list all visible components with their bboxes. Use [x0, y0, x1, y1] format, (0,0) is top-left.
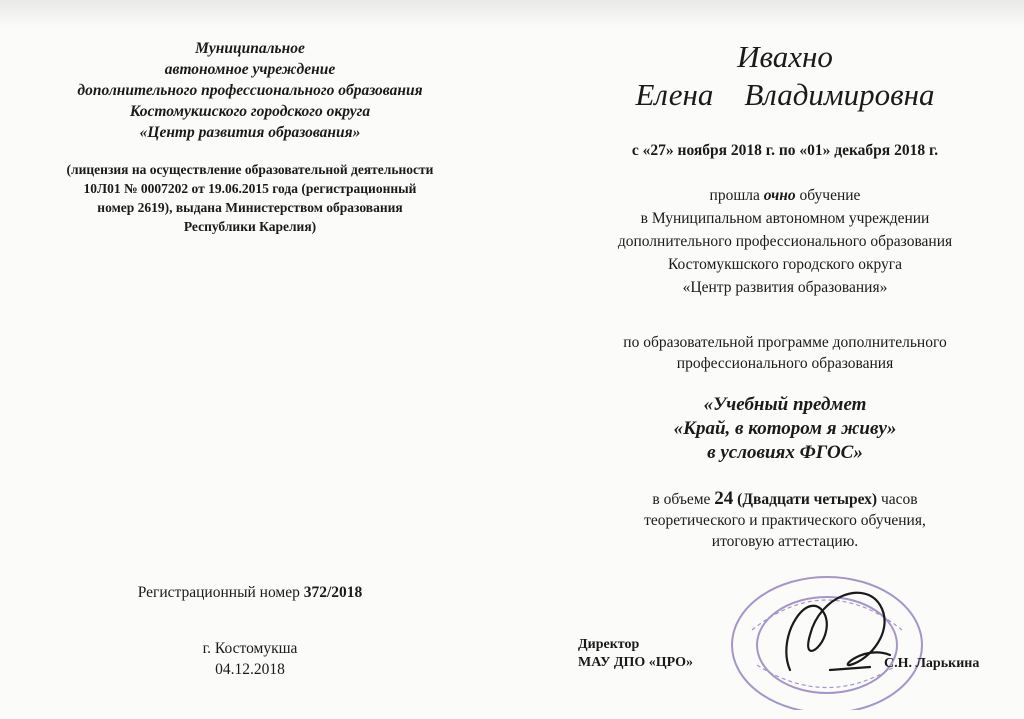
registration-number [20, 584, 480, 602]
org-line: Муниципальное [195, 40, 305, 57]
volume-prefix: в объеме [652, 491, 711, 508]
training-volume [560, 488, 1010, 552]
volume-suffix: часов [880, 491, 918, 508]
program-intro-line: профессионального образования [676, 355, 894, 372]
signer-title: Директор [578, 637, 640, 652]
recipient-name [560, 38, 1010, 114]
signer-org: МАУ ДПО «ЦРО» [578, 655, 694, 670]
program-intro [560, 332, 1010, 374]
institution-line: дополнительного профессионального образования [617, 233, 953, 250]
volume-detail-line: теоретического и практического обучения, [644, 512, 926, 529]
surname: Ивахно [737, 39, 833, 74]
training-institution [560, 184, 1010, 299]
studied-prefix: прошла [709, 187, 760, 204]
program-title-line: в условиях ФГОС» [707, 442, 863, 463]
program-title-line: «Край, в котором я живу» [673, 418, 897, 439]
given-names: Елена Владимировна [635, 77, 935, 112]
institution-line: «Центр развития образования» [682, 279, 888, 296]
volume-hours: 24 [714, 488, 734, 509]
signer-name: С.Н. Ларькина [884, 656, 980, 671]
volume-detail-line: итоговую аттестацию. [711, 533, 859, 550]
program-intro-line: по образовательной программе дополнительного [623, 334, 947, 351]
training-period [560, 142, 1010, 160]
issue-date: 04.12.2018 [215, 661, 285, 678]
place-and-date [20, 638, 480, 680]
institution-line: Костомукшского городского округа [667, 256, 903, 273]
license-line: Республики Карелия) [183, 219, 317, 234]
studied-line [560, 184, 1010, 207]
dates-line: с «27» ноября 2018 г. по «01» декабря 2018 г. [631, 142, 939, 159]
program-title [560, 393, 1010, 465]
reg-label: Регистрационный номер [137, 584, 300, 601]
city: г. Костомукша [202, 640, 298, 657]
volume-words: (Двадцати четырех) [737, 491, 878, 508]
license-line: (лицензия на осуществление образовательной деятельности [66, 162, 434, 177]
license-info [20, 160, 480, 236]
signer-block [578, 636, 693, 672]
org-line: автономное учреждение [164, 61, 336, 78]
institution-line: в Муниципальном автономном учреждении [640, 210, 930, 227]
org-line: Костомукшского городского округа [129, 103, 371, 120]
scan-shadow-edge [0, 0, 1024, 28]
program-title-line: «Учебный предмет [703, 394, 867, 415]
license-line: 10Л01 № 0007202 от 19.06.2015 года (регистрационный [83, 181, 417, 196]
issuing-organization [20, 38, 480, 143]
volume-line [560, 488, 1010, 510]
license-line: номер 2619), выдана Министерством образования [97, 200, 403, 215]
reg-number: 372/2018 [303, 584, 363, 601]
studied-suffix: обучение [799, 187, 861, 204]
studied-mode: очно [763, 187, 796, 204]
org-line: дополнительного профессионального образования [77, 82, 423, 99]
org-line: «Центр развития образования» [139, 124, 361, 141]
